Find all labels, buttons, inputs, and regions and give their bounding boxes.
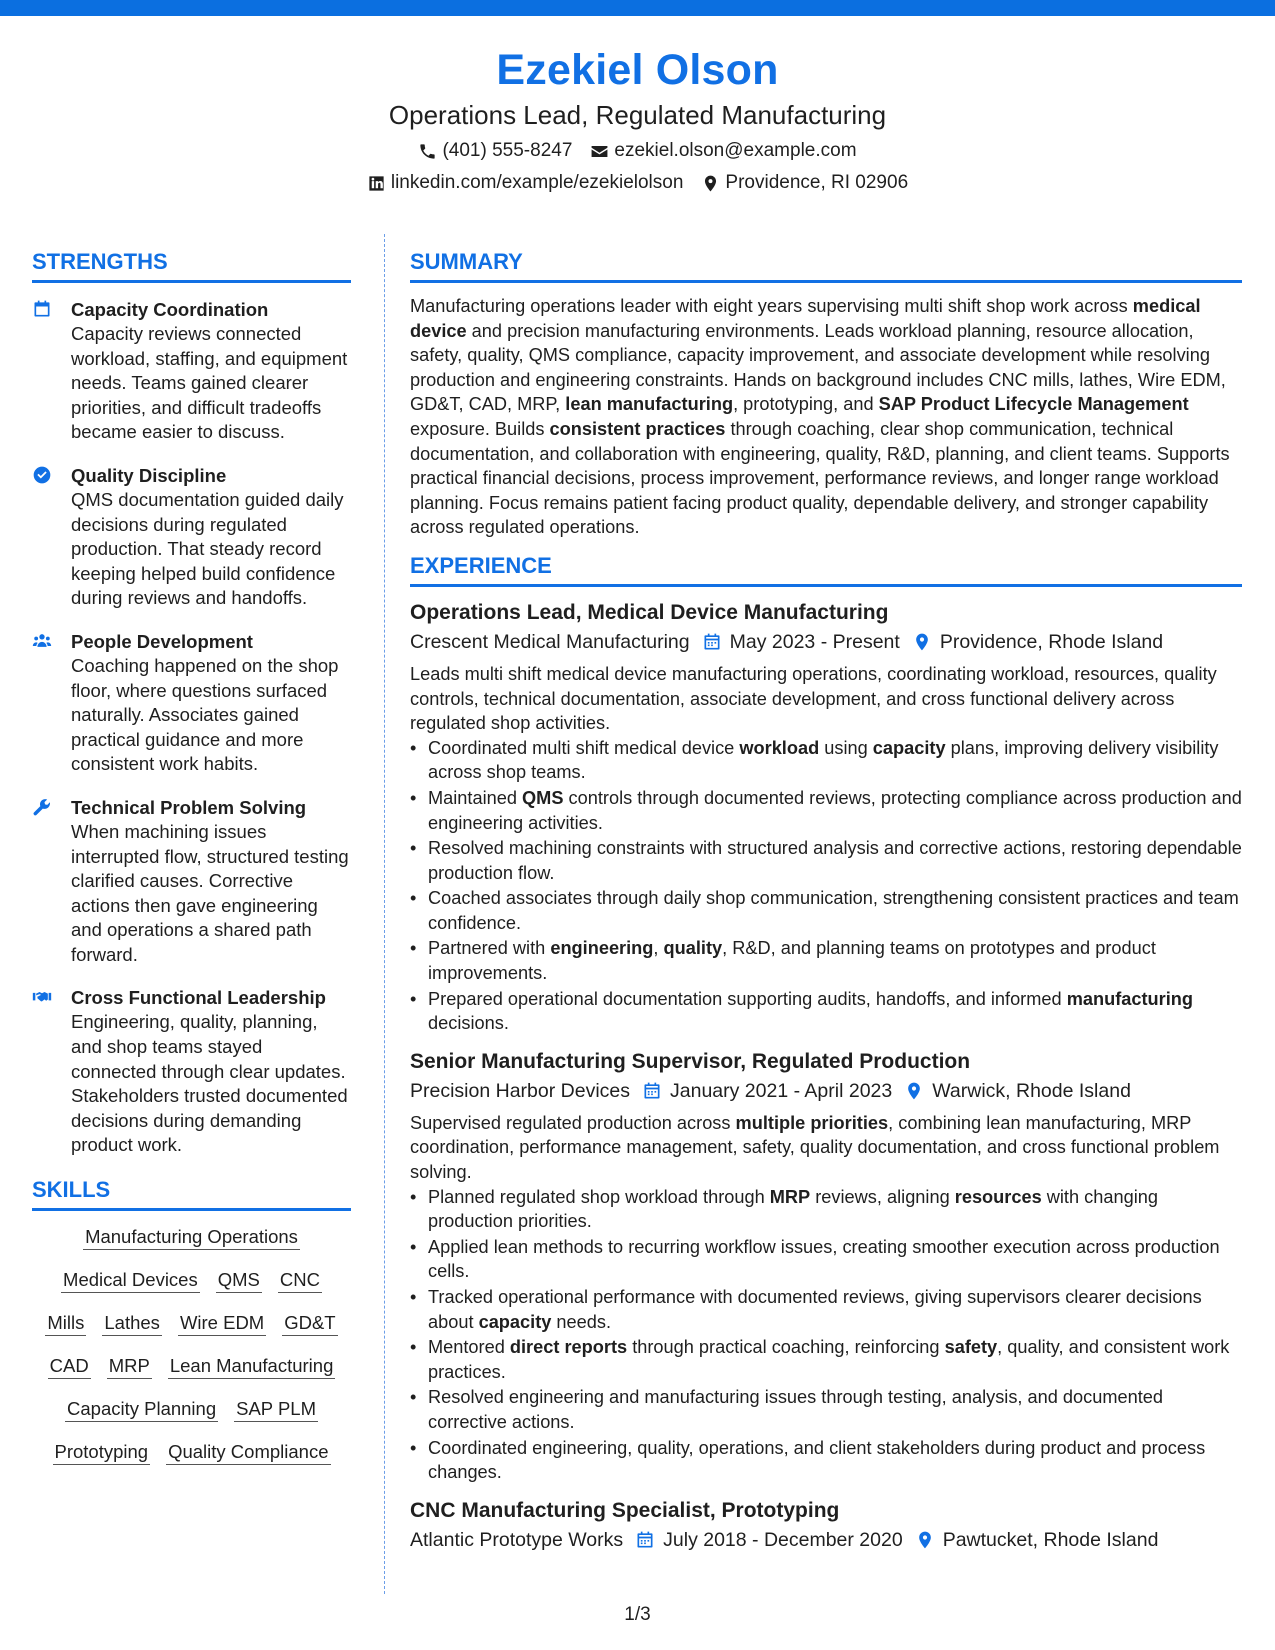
jobs-list (410, 599, 1242, 1554)
job-description: Leads multi shift medical device manufacturing operations, coordinating workload, resources, quality controls, technical documentation, associate development, and cross functional delivery across regulated shop activities. (410, 663, 1217, 734)
text-run: Coordinated engineering, quality, operations, and client stakeholders during product and process changes. (428, 1437, 1206, 1483)
company-name: Precision Harbor Devices (410, 1079, 630, 1102)
text-run: needs. (551, 1311, 612, 1332)
strength-text: Coaching happened on the shop floor, where questions surfaced naturally. Associates gained practical guidance and more consistent work habits. (71, 654, 339, 775)
right-column (410, 248, 1242, 1568)
top-accent-bar (0, 0, 1275, 16)
text-run: Prepared operational documentation supporting audits, handoffs, and informed (428, 988, 1067, 1009)
strength-text: Capacity reviews connected workload, staffing, and equipment needs. Teams gained clearer priorities, and difficult tradeoffs became easier to discuss. (71, 323, 348, 443)
skill-row (32, 1268, 351, 1293)
map-pin-icon (912, 632, 932, 652)
job-meta (410, 628, 1242, 656)
summary-text (410, 294, 1242, 540)
text-run: exposure. Builds (410, 418, 550, 439)
bullet-item (410, 987, 1242, 1036)
candidate-name: Ezekiel Olson (496, 46, 779, 94)
map-pin-icon (904, 1081, 924, 1101)
skill-tag: SAP PLM (234, 1397, 318, 1422)
bullet-item (410, 886, 1242, 935)
bullet-item (410, 1436, 1242, 1485)
strength-icon-wrap (32, 629, 71, 777)
skill-tag: Lean Manufacturing (168, 1354, 336, 1379)
text-run: Tracked operational performance with documented reviews, giving supervisors clearer decisions about (428, 1287, 1202, 1332)
strength-title: Technical Problem Solving (71, 796, 307, 818)
job-entry (410, 599, 1242, 1036)
skill-tag: Capacity Planning (65, 1397, 218, 1422)
text-run: Coached associates through daily shop communication, strengthening consistent practices and team confidence. (428, 888, 1239, 933)
bullet-item (410, 836, 1242, 885)
skill-row (32, 1397, 351, 1422)
bold-phrase: multiple priorities (735, 1112, 889, 1133)
strength-body (71, 795, 351, 968)
bold-phrase: quality (663, 938, 723, 959)
bold-phrase: medical device (410, 296, 1201, 341)
check-circle-icon (32, 465, 52, 485)
bullet-item (410, 1285, 1242, 1334)
map-pin-icon (915, 1530, 935, 1550)
contact-row-2 (0, 171, 1275, 195)
job-bullets (410, 1185, 1242, 1485)
job-entry (410, 1497, 1242, 1554)
candidate-title: Operations Lead, Regulated Manufacturing (388, 100, 887, 130)
bold-phrase: MRP (769, 1186, 811, 1207)
bold-phrase: capacity (872, 737, 946, 758)
skill-tag: Quality Compliance (166, 1440, 330, 1465)
skills-heading: SKILLS (32, 1176, 351, 1211)
calendar-icon (32, 299, 52, 319)
text-run: plans, improving delivery visibility across shop teams. (428, 737, 1219, 783)
text-run: Maintained (428, 787, 523, 808)
strength-icon-wrap (32, 985, 71, 1158)
bold-phrase: manufacturing (1066, 988, 1193, 1009)
skill-tag: Manufacturing Operations (83, 1225, 300, 1250)
text-run: Resolved engineering and manufacturing issues through testing, analysis, and documented corrective actions. (428, 1387, 1164, 1432)
bullet-item (410, 1335, 1242, 1384)
text-run: reviews, aligning (810, 1186, 955, 1207)
bold-phrase: direct reports (509, 1337, 628, 1358)
email-contact[interactable] (590, 139, 856, 163)
text-run: Partnered with (428, 938, 551, 959)
skill-tag: CNC (278, 1268, 322, 1293)
phone-contact (418, 139, 572, 163)
job-title: CNC Manufacturing Specialist, Prototyping (410, 1498, 840, 1522)
job-meta (410, 1077, 1242, 1105)
company-name: Atlantic Prototype Works (410, 1528, 624, 1551)
column-divider (384, 234, 385, 1594)
strength-item (32, 985, 351, 1158)
bold-phrase: safety (944, 1337, 998, 1358)
text-run: with changing production priorities. (428, 1186, 1158, 1232)
strength-icon-wrap (32, 297, 71, 445)
bullet-item (410, 936, 1242, 985)
users-icon (32, 631, 52, 651)
bold-phrase: consistent practices (549, 418, 726, 439)
text-run: through practical coaching, reinforcing (627, 1337, 945, 1358)
text-run: , prototyping, and (733, 394, 879, 415)
text-run: Mentored (428, 1337, 510, 1358)
text-run: and precision manufacturing environments. Leads workload planning, resource allocation, safety, quality, QMS compliance, capacity improvement, and associate development while resolving production and engineering constraints. Hands on background includes CNC mills, lathes, Wire EDM, GD&T, CAD, MRP, (410, 320, 1226, 415)
text-run: through coaching, clear shop communication, technical documentation, and collaboration with engineering, quality, R&D, planning, and client teams. Supports practical financial decisions, process improvement, performance reviews, and longer range workload planning. Focus remains patient facing product quality, dependable delivery, and stronger capability across regulated operations. (410, 418, 1230, 538)
job-title: Operations Lead, Medical Device Manufacturing (410, 600, 889, 624)
text-run: Manufacturing operations leader with eight years supervising multi shift shop work across (410, 296, 1133, 316)
strength-title: Capacity Coordination (71, 299, 269, 320)
text-run: Applied lean methods to recurring workflow issues, creating smoother execution across production cells. (428, 1236, 1220, 1282)
bullet-item (410, 786, 1242, 835)
job-location: Warwick, Rhode Island (932, 1079, 1131, 1102)
strength-icon-wrap (32, 463, 71, 611)
calendar-outline-icon (702, 632, 722, 652)
wrench-icon (32, 797, 52, 817)
phone-icon (418, 142, 437, 161)
strength-title: Cross Functional Leadership (71, 987, 326, 1009)
calendar-outline-icon (635, 1530, 655, 1550)
text-run: , quality, and consistent work practices. (428, 1337, 1230, 1382)
envelope-icon (590, 142, 609, 161)
job-description (410, 1111, 1242, 1185)
text-run: Resolved machining constraints with structured analysis and corrective actions, restoring dependable production flow. (428, 838, 1242, 883)
job-title: Senior Manufacturing Supervisor, Regulated Production (410, 1049, 971, 1073)
text-run: controls through documented reviews, protecting compliance across production and engineering activities. (428, 787, 1242, 833)
strength-text: QMS documentation guided daily decisions during regulated production. That steady record keeping helped build confidence during reviews and handoffs. (71, 488, 344, 609)
strength-body (71, 463, 351, 611)
job-entry (410, 1048, 1242, 1485)
skill-tag: CAD (48, 1354, 91, 1379)
skill-tag: MRP (107, 1354, 152, 1379)
phone-text: (401) 555-8247 (442, 140, 573, 161)
contact-row-1 (0, 139, 1275, 163)
strength-text: When machining issues interrupted flow, structured testing clarified causes. Corrective actions then gave engineering and operations a shared path forward. (71, 820, 349, 965)
strength-item (32, 463, 351, 611)
bullet-item (410, 1235, 1242, 1284)
bold-phrase: lean manufacturing (565, 394, 734, 415)
strength-item (32, 297, 351, 445)
bold-phrase: QMS (522, 787, 564, 808)
skill-tag: Wire EDM (178, 1311, 266, 1336)
strength-text: Engineering, quality, planning, and shop teams stayed connected through clear updates. Stakeholders trusted documented decisions during demanding product work. (71, 1011, 348, 1156)
job-dates: May 2023 - Present (729, 630, 900, 653)
skill-tag: Prototyping (53, 1440, 151, 1465)
text-run: Supervised regulated production across (410, 1112, 736, 1133)
skills-list (32, 1225, 351, 1465)
skill-tag: Mills (45, 1311, 86, 1336)
text-run: Coordinated multi shift medical device (428, 737, 740, 758)
skill-row (32, 1354, 351, 1379)
text-run: Planned regulated shop workload through (428, 1186, 770, 1207)
linkedin-text[interactable]: linkedin.com/example/ezekielolson (390, 172, 684, 193)
strength-body (71, 985, 351, 1158)
left-column (32, 248, 351, 1483)
job-dates: July 2018 - December 2020 (663, 1528, 903, 1551)
text-run: , combining lean manufacturing, MRP coordination, performance management, safety, quality documentation, and cross functional problem solving. (410, 1112, 1220, 1183)
skill-row (32, 1225, 351, 1250)
bullet-item (410, 736, 1242, 785)
location-contact (701, 171, 908, 195)
strength-item (32, 629, 351, 777)
handshake-icon (32, 987, 52, 1007)
page-number: 1/3 (624, 1604, 651, 1625)
bold-phrase: SAP Product Lifecycle Management (878, 394, 1189, 415)
job-meta (410, 1526, 1242, 1554)
strength-title: People Development (71, 630, 253, 652)
bullet-item (410, 1185, 1242, 1234)
skill-tag: QMS (216, 1268, 262, 1293)
job-dates: January 2021 - April 2023 (670, 1079, 893, 1102)
calendar-outline-icon (642, 1081, 662, 1101)
summary-heading: SUMMARY (410, 248, 1242, 283)
skill-tag: GD&T (282, 1311, 337, 1336)
bold-phrase: workload (739, 737, 820, 758)
strength-body (71, 629, 351, 777)
location-text: Providence, RI 02906 (725, 172, 909, 193)
strength-item (32, 795, 351, 968)
skill-tag: Lathes (102, 1311, 162, 1336)
company-name: Crescent Medical Manufacturing (410, 630, 690, 653)
text-run: , (653, 938, 664, 959)
skill-row (32, 1311, 351, 1336)
linkedin-icon (367, 174, 386, 193)
strengths-list (32, 297, 351, 1158)
strength-title: Quality Discipline (71, 464, 227, 486)
job-location: Pawtucket, Rhode Island (942, 1528, 1159, 1551)
strength-icon-wrap (32, 795, 71, 968)
job-location: Providence, Rhode Island (939, 630, 1164, 653)
strength-body (71, 297, 351, 445)
job-bullets (410, 736, 1242, 1036)
skill-tag: Medical Devices (61, 1268, 200, 1293)
bold-phrase: resources (954, 1186, 1042, 1207)
skill-row (32, 1440, 351, 1465)
bold-phrase: engineering (550, 938, 654, 959)
linkedin-contact[interactable] (367, 171, 684, 195)
experience-heading: EXPERIENCE (410, 552, 1242, 587)
text-run: using (819, 737, 873, 758)
strengths-heading: STRENGTHS (32, 248, 351, 283)
text-run: decisions. (428, 1013, 509, 1034)
email-text[interactable]: ezekiel.olson@example.com (614, 140, 857, 161)
text-run: , R&D, and planning teams on prototypes and product improvements. (428, 938, 1156, 984)
resume-header (0, 44, 1275, 195)
map-pin-icon (701, 174, 720, 193)
bold-phrase: capacity (478, 1311, 552, 1332)
bullet-item (410, 1385, 1242, 1434)
